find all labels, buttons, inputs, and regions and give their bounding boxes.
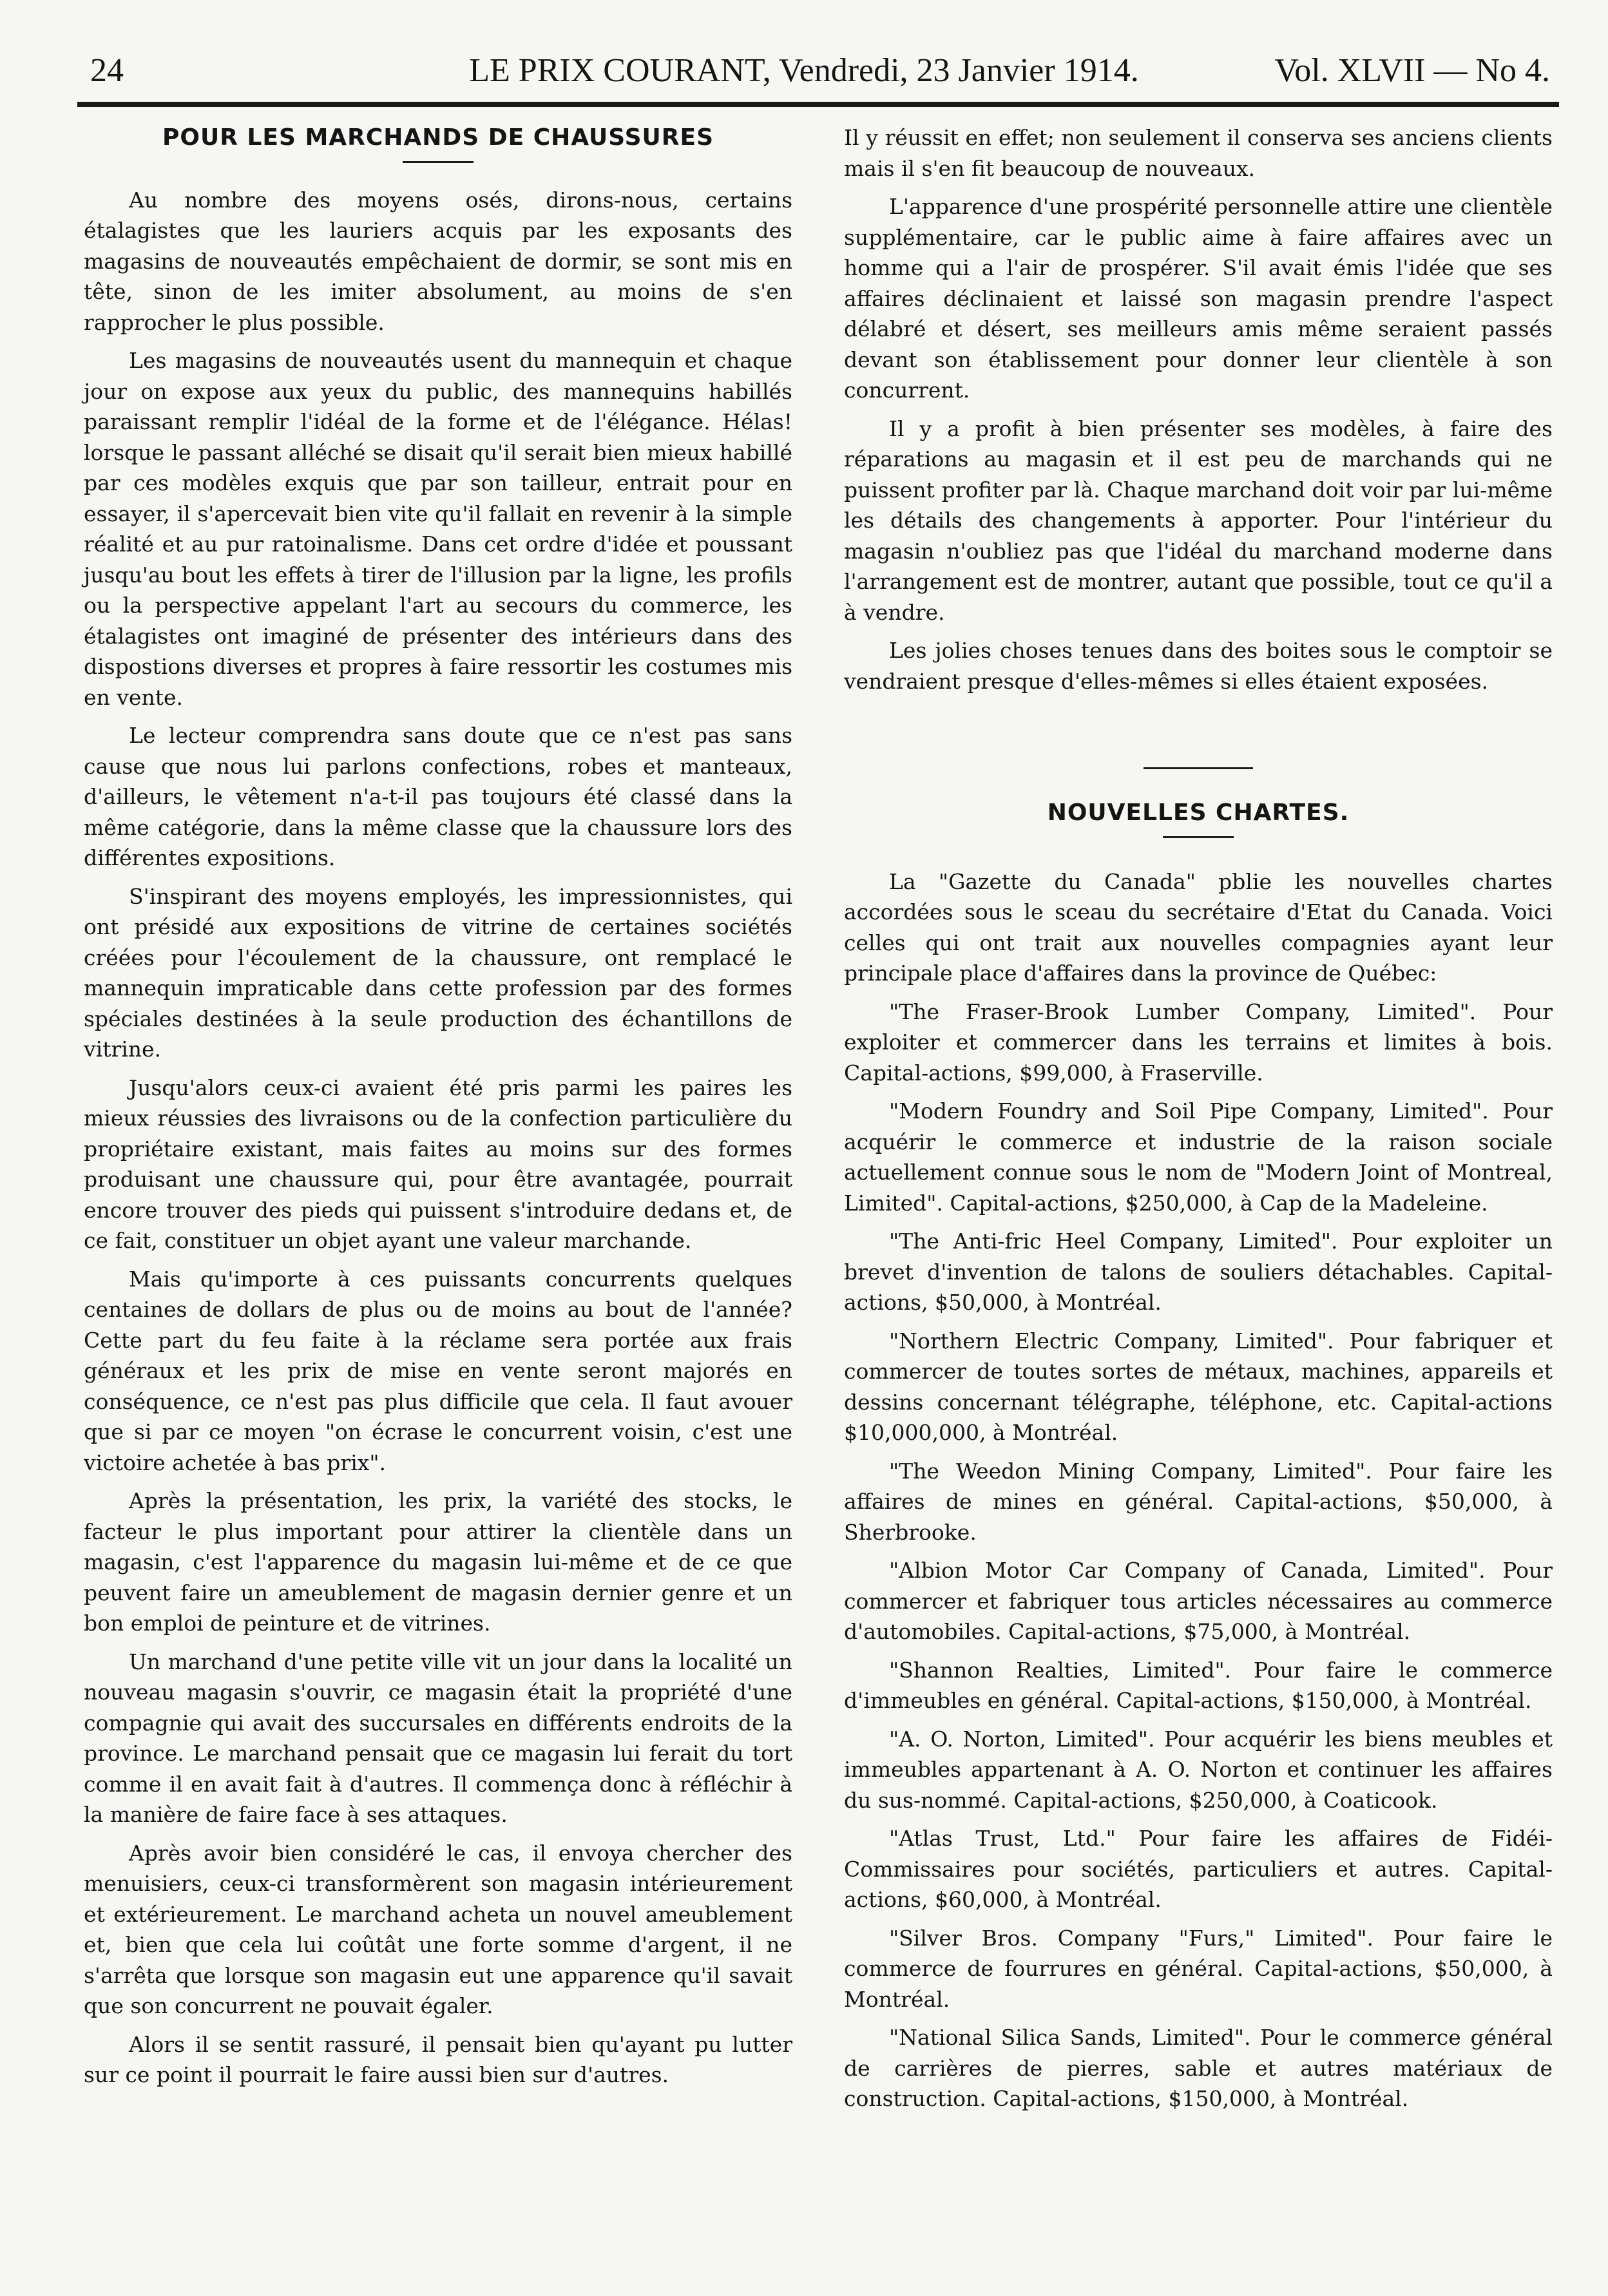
paragraph: Les magasins de nouveautés usent du mannequin et chaque jour on expose aux yeux du public, des mannequins habillés paraissant remplir l'idéal de la forme et de l'élégance. Hélas! lorsque le passant alléché se disait qu'il serait bien mieux habillé par ces modèles exquis que par son tailleur, entrait pour en essayer, il s'apercevait bien vite qu'il fallait en revenir à la simple réalité et au pur ratoinalisme. Dans cet ordre d'idée et poussant jusqu'au bout les effets à tirer de l'illusion par la ligne, les profils ou la perspective appelant l'art au secours du commerce, les étalagistes ont imaginé de présenter des intérieurs dans des dispostions diverses et propres à faire ressortir les costumes mis en vente. [84, 348, 792, 710]
page-number: 24 [90, 52, 124, 89]
charter-entry: "Atlas Trust, Ltd." Pour faire les affaires de Fidéi-Commissaires pour sociétés, particuliers et autres. Capital-actions, $60,000, à Montréal. [844, 1826, 1553, 1912]
charter-entry: "A. O. Norton, Limited". Pour acquérir les biens meubles et immeubles appartenant à A. O. Norton et continuer les affaires du sus-nommé. Capital-actions, $250,000, à Coaticook. [844, 1726, 1553, 1813]
charter-entry: "Silver Bros. Company "Furs," Limited". Pour faire le commerce de fourrures en général. Capital-actions, $50,000, à Montréal. [844, 1925, 1553, 2012]
charter-entry: "Northern Electric Company, Limited". Pour fabriquer et commercer de toutes sortes de métaux, machines, appareils et dessins concernant télégraphe, téléphone, etc. Capital-actions $10,000,000, à Montréal. [844, 1328, 1553, 1445]
section-divider [1144, 767, 1253, 769]
paragraph: Après avoir bien considéré le cas, il envoya chercher des menuisiers, ceux-ci transformèrent son magasin intérieurement et extérieurement. Le marchand acheta un nouvel ameublement et, bien que cela lui coûtât une forte somme d'argent, il ne s'arrêta que lorsque son magasin eut une apparence qu'il savait que son concurrent ne pouvait égaler. [84, 1840, 792, 2018]
charter-entry: "Modern Foundry and Soil Pipe Company, Limited". Pour acquérir le commerce et industrie de la raison sociale actuellement connue sous le nom de "Modern Joint of Montreal, Limited". Capital-actions, $250,000, à Cap de la Madeleine. [844, 1098, 1553, 1216]
paragraph: S'inspirant des moyens employés, les impressionnistes, qui ont présidé aux expositions de vitrine de certaines sociétés créées pour l'écoulement de la chaussure, ont remplacé le mannequin impraticable dans cette profession par des formes spéciales destinées à la seule production des échantillons de vitrine. [84, 883, 792, 1062]
article-title-chartes: NOUVELLES CHARTES. [1047, 799, 1350, 826]
charter-entry: "National Silica Sands, Limited". Pour le commerce général de carrières de pierres, sable et autres matériaux de construction. Capital-actions, $150,000, à Montréal. [844, 2025, 1553, 2111]
title-divider [1163, 836, 1234, 838]
left-column [84, 122, 792, 2098]
header-rule [77, 102, 1559, 107]
charter-entry: "The Anti-fric Heel Company, Limited". Pour exploiter un brevet d'invention de talons de souliers détachables. Capital-actions, $50,000, à Montréal. [844, 1229, 1553, 1315]
publication-header: LE PRIX COURANT, Vendredi, 23 Janvier 1914. [469, 52, 1139, 89]
charter-entry: "Shannon Realties, Limited". Pour faire le commerce d'immeubles en général. Capital-actions, $150,000, à Montréal. [844, 1657, 1553, 1713]
paragraph: Un marchand d'une petite ville vit un jour dans la localité un nouveau magasin s'ouvrir, ce magasin était la propriété d'une compagnie qui avait des succursales en différents endroits de la province. Le marchand pensait que ce magasin lui ferait du tort comme il en avait fait à d'autres. Il commença donc à réfléchir à la manière de faire face à ses attaques. [84, 1649, 792, 1827]
paragraph: Mais qu'importe à ces puissants concurrents quelques centaines de dollars de plus ou de moins au bout de l'année? Cette part du feu faite à la réclame sera portée aux frais généraux et les prix de mise en vente seront majorés en conséquence, ce n'est pas plus difficile que cela. Il faut avouer que si par ce moyen "on écrase le concurrent voisin, c'est une victoire achetée à bas prix". [84, 1266, 792, 1475]
paragraph: Il y réussit en effet; non seulement il conserva ses anciens clients mais il s'en fit beaucoup de nouveaux. [844, 125, 1553, 181]
charter-entry: "The Fraser-Brook Lumber Company, Limited". Pour exploiter et commercer dans les terrains et limites à bois. Capital-actions, $99,000, à Fraserville. [844, 999, 1553, 1086]
article-title-chaussures: POUR LES MARCHANDS DE CHAUSSURES [162, 124, 714, 151]
charter-entry: "Albion Motor Car Company of Canada, Limited". Pour commercer et fabriquer tous articles nécessaires au commerce d'automobiles. Capital-actions, $75,000, à Montréal. [844, 1558, 1553, 1644]
paragraph: Le lecteur comprendra sans doute que ce n'est pas sans cause que nous lui parlons confections, robes et manteaux, d'ailleurs, le vêtement n'a-t-il pas toujours été classé dans la même catégorie, dans la même classe que la chaussure lors des différentes expositions. [84, 723, 792, 870]
right-column [844, 122, 1553, 2122]
paragraph: Au nombre des moyens osés, dirons-nous, certains étalagistes que les lauriers acquis par les exposants des magasins de nouveautés empêchaient de dormir, se sont mis en tête, sinon de les imiter absolument, au moins de s'en rapprocher le plus possible. [84, 187, 792, 335]
volume-number: Vol. XLVII — No 4. [1274, 52, 1550, 89]
paragraph: Après la présentation, les prix, la variété des stocks, le facteur le plus important pour attirer la clientèle dans un magasin, c'est l'apparence du magasin lui-même et de ce que peuvent faire un ameublement de magasin dernier genre et un bon emploi de peinture et de vitrines. [84, 1488, 792, 1636]
title-divider [403, 161, 474, 163]
paragraph: Jusqu'alors ceux-ci avaient été pris parmi les paires les mieux réussies des livraisons ou de la confection particulière du propriétaire existant, mais faites au moins sur des formes produisant une chaussure qui, pour être avantagée, pourrait encore trouver des pieds qui puissent s'introduire dedans et, de ce fait, constituer un objet ayant une valeur marchande. [84, 1075, 792, 1253]
paragraph: Alors il se sentit rassuré, il pensait bien qu'ayant pu lutter sur ce point il pourrait le faire aussi bien sur d'autres. [84, 2031, 792, 2087]
paragraph: L'apparence d'une prospérité personnelle attire une clientèle supplémentaire, car le public aime à faire affaires avec un homme qui a l'air de prospérer. S'il avait émis l'idée que ses affaires déclinaient et laissé son magasin prendre l'aspect délabré et désert, ses meilleurs amis même seraient passés devant son établissement pour donner leur clientèle à son concurrent. [844, 194, 1553, 403]
paragraph: Les jolies choses tenues dans des boites sous le comptoir se vendraient presque d'elles-mêmes si elles étaient exposées. [844, 638, 1553, 694]
charter-intro: La "Gazette du Canada" pblie les nouvelles chartes accordées sous le sceau du secrétaire d'Etat du Canada. Voici celles qui ont trait aux nouvelles compagnies ayant leur principale place d'affaires dans la province de Québec: [844, 868, 1553, 986]
paragraph: Il y a profit à bien présenter ses modèles, à faire des réparations au magasin et il est peu de marchands qui ne puissent profiter par là. Chaque marchand doit voir par lui-même les détails des changements à apporter. Pour l'intérieur du magasin n'oubliez pas que l'idéal du marchand moderne dans l'arrangement est de montrer, autant que possible, tout ce qu'il a à vendre. [844, 416, 1553, 625]
charter-entry: "The Weedon Mining Company, Limited". Pour faire les affaires de mines en général. Capital-actions, $50,000, à Sherbrooke. [844, 1458, 1553, 1545]
